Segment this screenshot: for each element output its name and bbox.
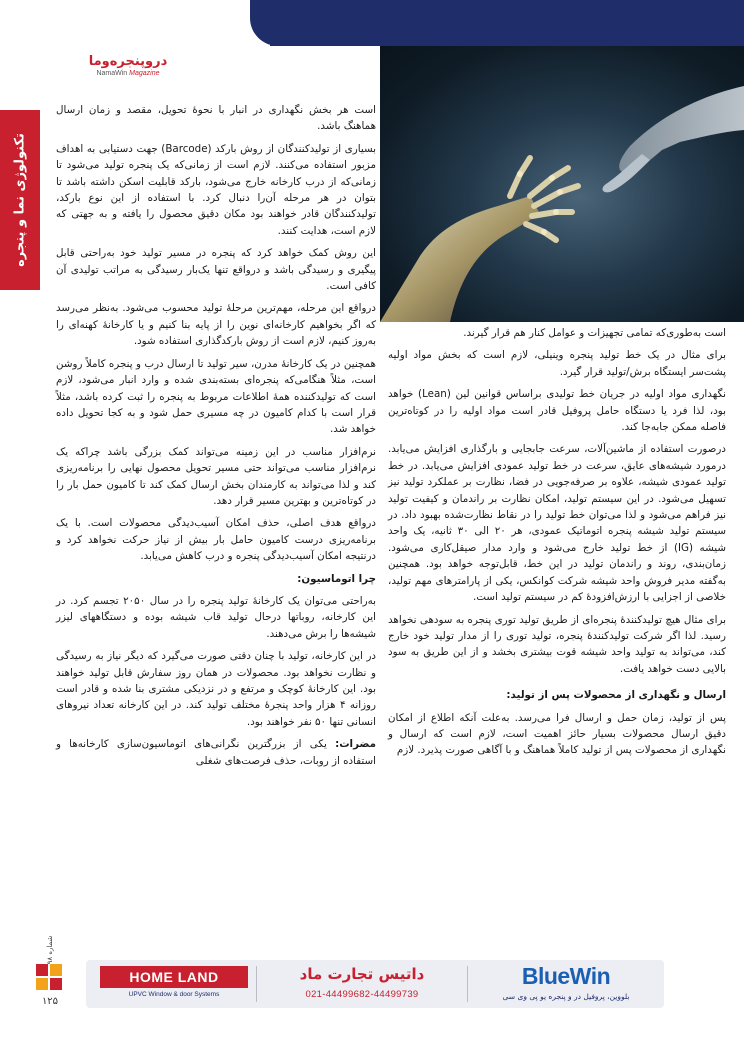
masthead-logo xyxy=(84,54,172,77)
logo-sub-magazine: Magazine xyxy=(129,70,160,77)
page-number: ۱۲۵ xyxy=(41,996,59,1007)
logo-text: دروپنجره‌وما xyxy=(88,54,168,69)
paragraph: است به‌طوری‌که تمامی تجهیزات و عوامل کنار هم قرار گیرند. xyxy=(463,327,726,339)
paragraph: برای مثال در یک خط تولید پنجره وینیلی، لازم است که بخش مواد اولیه پشت‌سر ایستگاه برش/تولید قرار گیرد. xyxy=(388,349,726,378)
homeland-tagline: UPVC Window & door Systems xyxy=(128,991,220,998)
paragraph: درصورت استفاده از ماشین‌آلات، سرعت جابجایی و بارگذاری افزایش می‌یابد. درمورد شیشه‌های عایق، سرعت در خط تولید عمودی افزایش می‌یابد. در خط تولید عمودی شیشه، علاوه بر صرفه‌جویی در فضا، نظارت بر عملکرد تولید نیز تسهیل می‌شود. در این سیستم تولید، امکان نظارت بر راندمان و کیفیت تولید نیز فراهم می‌شود و لذا می‌توان خط تولید را در نقاط نظارت‌شده بهبود داد. در سیستم تولید شیشه پنجره اتوماتیک عمودی، هر ۲۰ الی ۳۰ ثانیه، یک واحد شیشه (IG) از خط تولید خارج می‌شود و وارد مدار صیقل‌کاری می‌شود. زمان‌بندی، روند و راندمان تولید در این خط، قابل‌توجه خواهد بود. همچنین به‌گفته مدیر فروش واحد شیشه شرکت کوانکس، یکی از پارامترهای مهم تولید، خلاصی از اجزایی با ارزش‌افزودۀ کم در سیستم تولید است. xyxy=(388,443,727,604)
article-column-left xyxy=(56,102,376,775)
bluewin-tagline: بلووین، پروفیل در و پنجره یو پی وی سی xyxy=(502,992,630,1001)
page-number-block xyxy=(30,930,70,1040)
paragraph: درواقع هدف اصلی، حذف امکان آسیب‌دیدگی محصولات است. با یک برنامه‌ریزی درست کامیون حامل بار بیش از نیاز حرکت نخواهد کرد و درنتیجه امکان آسیب‌دیدگی پنجره و درب کاهش می‌یابد. xyxy=(56,517,376,563)
mosaic-icon xyxy=(36,964,64,992)
paragraph: بسیاری از تولیدکنندگان از روش بارکد (Barcode) جهت دستیابی به اهداف مزبور استفاده می‌کنند. لازم است از زمانی‌که یک پنجره تولید می‌شود تا زمانی‌که از درب کارخانه خارج می‌شود، بارکد قابلیت اسکن داشته باشد تا بتوان در هر مرحله آن‌را دنبال کرد. با استفاده از این نوع بارکد، تولیدکنندگان قادر خواهند بود مکان دقیق محصول را یافته و به جهتی که لازم است، هدایت کنند. xyxy=(56,142,376,237)
paragraph: پس از تولید، زمان حمل و ارسال فرا می‌رسد. به‌علت آنکه اطلاع از امکان دقیق ارسال محصولات بسیار حائز اهمیت است، لازم است که ارسال و نگهداری از محصولات پس از تولید کاملاً هماهنگ و با آگاهی صورت پذیرد. لازم xyxy=(388,711,726,757)
advertisement-bar xyxy=(86,960,664,1008)
paragraph-text: یکی از بزرگترین نگرانی‌های اتوماسیون‌سازی کارخانه‌ها و استفاده از روبات، حذف فرصت‌های شغلی xyxy=(56,738,376,767)
paragraph: به‌راحتی می‌توان یک کارخانۀ تولید پنجره را در سال ۲۰۵۰ تجسم کرد. در این کارخانه، روباتها درحال تولید قاب شیشه بوده و دستگاههای لیزر شیشه‌ها را برش می‌دهند. xyxy=(56,594,377,640)
section-tab-label: تکنولوژی نما و پنجره xyxy=(12,133,28,267)
homeland-ad[interactable] xyxy=(86,960,256,1008)
bluewin-ad[interactable] xyxy=(468,960,664,1008)
paragraph: این روش کمک خواهد کرد که پنجره در مسیر تولید خود به‌راحتی قابل پیگیری و رسیدگی باشد و درواقع تنها یک‌بار رسیدگی به مراتب تولیدی آن کافی است. xyxy=(56,247,376,293)
article-column-right xyxy=(388,325,726,765)
logo-subtitle xyxy=(84,70,172,77)
section-heading: چرا اتوماسیون: xyxy=(297,572,376,585)
bluewin-logo: BlueWin xyxy=(521,963,611,989)
logo-sub-brand: NamaWin xyxy=(96,70,128,77)
paragraph: نرم‌افزار مناسب در این زمینه می‌تواند کمک بزرگی باشد چراکه یک نرم‌افزار مناسب می‌تواند حتی مسیر تحویل محصول نهایی را برنامه‌ریزی کند و لذا می‌تواند به کارمندان بخش ارسال کمک کند تا کامیون حمل بار را در کوتاه‌ترین و بهترین مسیر قرار دهد. xyxy=(56,445,376,507)
section-heading: ارسال و نگهداری از محصولات پس از تولید: xyxy=(506,689,726,702)
datis-phone: 021-44499682-44499739 xyxy=(305,989,419,1000)
paragraph: درواقع این مرحله، مهم‌ترین مرحلۀ تولید محسوب می‌شود. به‌نظر می‌رسد که اگر بخواهیم کارخانه‌ای نوین را از پایه بنا کنیم و یا کارخانۀ کهنه‌ای را به‌روز کنیم، لازم است از روش بارکدگذاری استفاده شود. xyxy=(56,302,376,348)
paragraph xyxy=(56,736,376,769)
datis-title: داتیس تجارت ماد xyxy=(299,965,425,983)
robot-hand-illustration xyxy=(380,46,744,322)
inline-heading: مضرات: xyxy=(335,738,376,751)
header-band xyxy=(270,0,744,46)
robot-hand-photo xyxy=(380,46,744,322)
issue-label: شماره ۹۸ xyxy=(46,935,54,965)
paragraph: برای مثال هیچ تولیدکنندۀ پنجره‌ای از طریق تولید توری پنجره به سودهی نخواهد رسید. لذا اگر شرکت تولیدکنندۀ پنجره، تولید توری را از مدار تولید خود خارج کند، می‌تواند به تولید واحد شیشه قوت بیشتری بخشد و از این طریق به سود بالایی دست خواهد یافت. xyxy=(388,613,726,675)
paragraph: همچنین در یک کارخانۀ مدرن، سیر تولید تا ارسال درب و پنجره کاملاً روشن است، مثلاً هنگامی‌که پنجره‌ای بسته‌بندی شده و وارد انبار می‌شود، لازم است که تولیدکننده همۀ اطلاعات مربوط به پنجره را ثبت کرده باشد، مثلاً قرار است با کدام کامیون در چه مسیری حمل شود و به کجا تحویل داده خواهد شد. xyxy=(56,357,376,436)
paragraph: نگهداری مواد اولیه در جریان خط تولیدی براساس قوانین لین (Lean) خواهد بود، لذا فرد یا دستگاه حامل پروفیل قادر است مواد اولیه را در کوتاه‌ترین فاصله ممکن جابه‌جا کند. xyxy=(388,388,726,434)
datis-ad[interactable] xyxy=(257,960,467,1008)
paragraph: در این کارخانه، تولید با چنان دقتی صورت می‌گیرد که دیگر نیاز به رسیدگی و نظارت نخواهد بود. محصولات در همان روز سفارش قابل تولید خواهند بود. این کارخانۀ کوچک و مرتفع و در نزدیکی مشتری بنا شده و قادر است روزانه ۴ هزار واحد پنجرۀ مختلف تولید کند. در این کارخانه تعداد نیروهای انسانی تنها ۵۰ نفر خواهند بود. xyxy=(56,650,376,728)
homeland-logo: HOME LAND xyxy=(100,966,248,988)
paragraph: است هر بخش نگهداری در انبار با نحوۀ تحویل، مقصد و زمان ارسال هماهنگ باشد. xyxy=(56,104,376,133)
